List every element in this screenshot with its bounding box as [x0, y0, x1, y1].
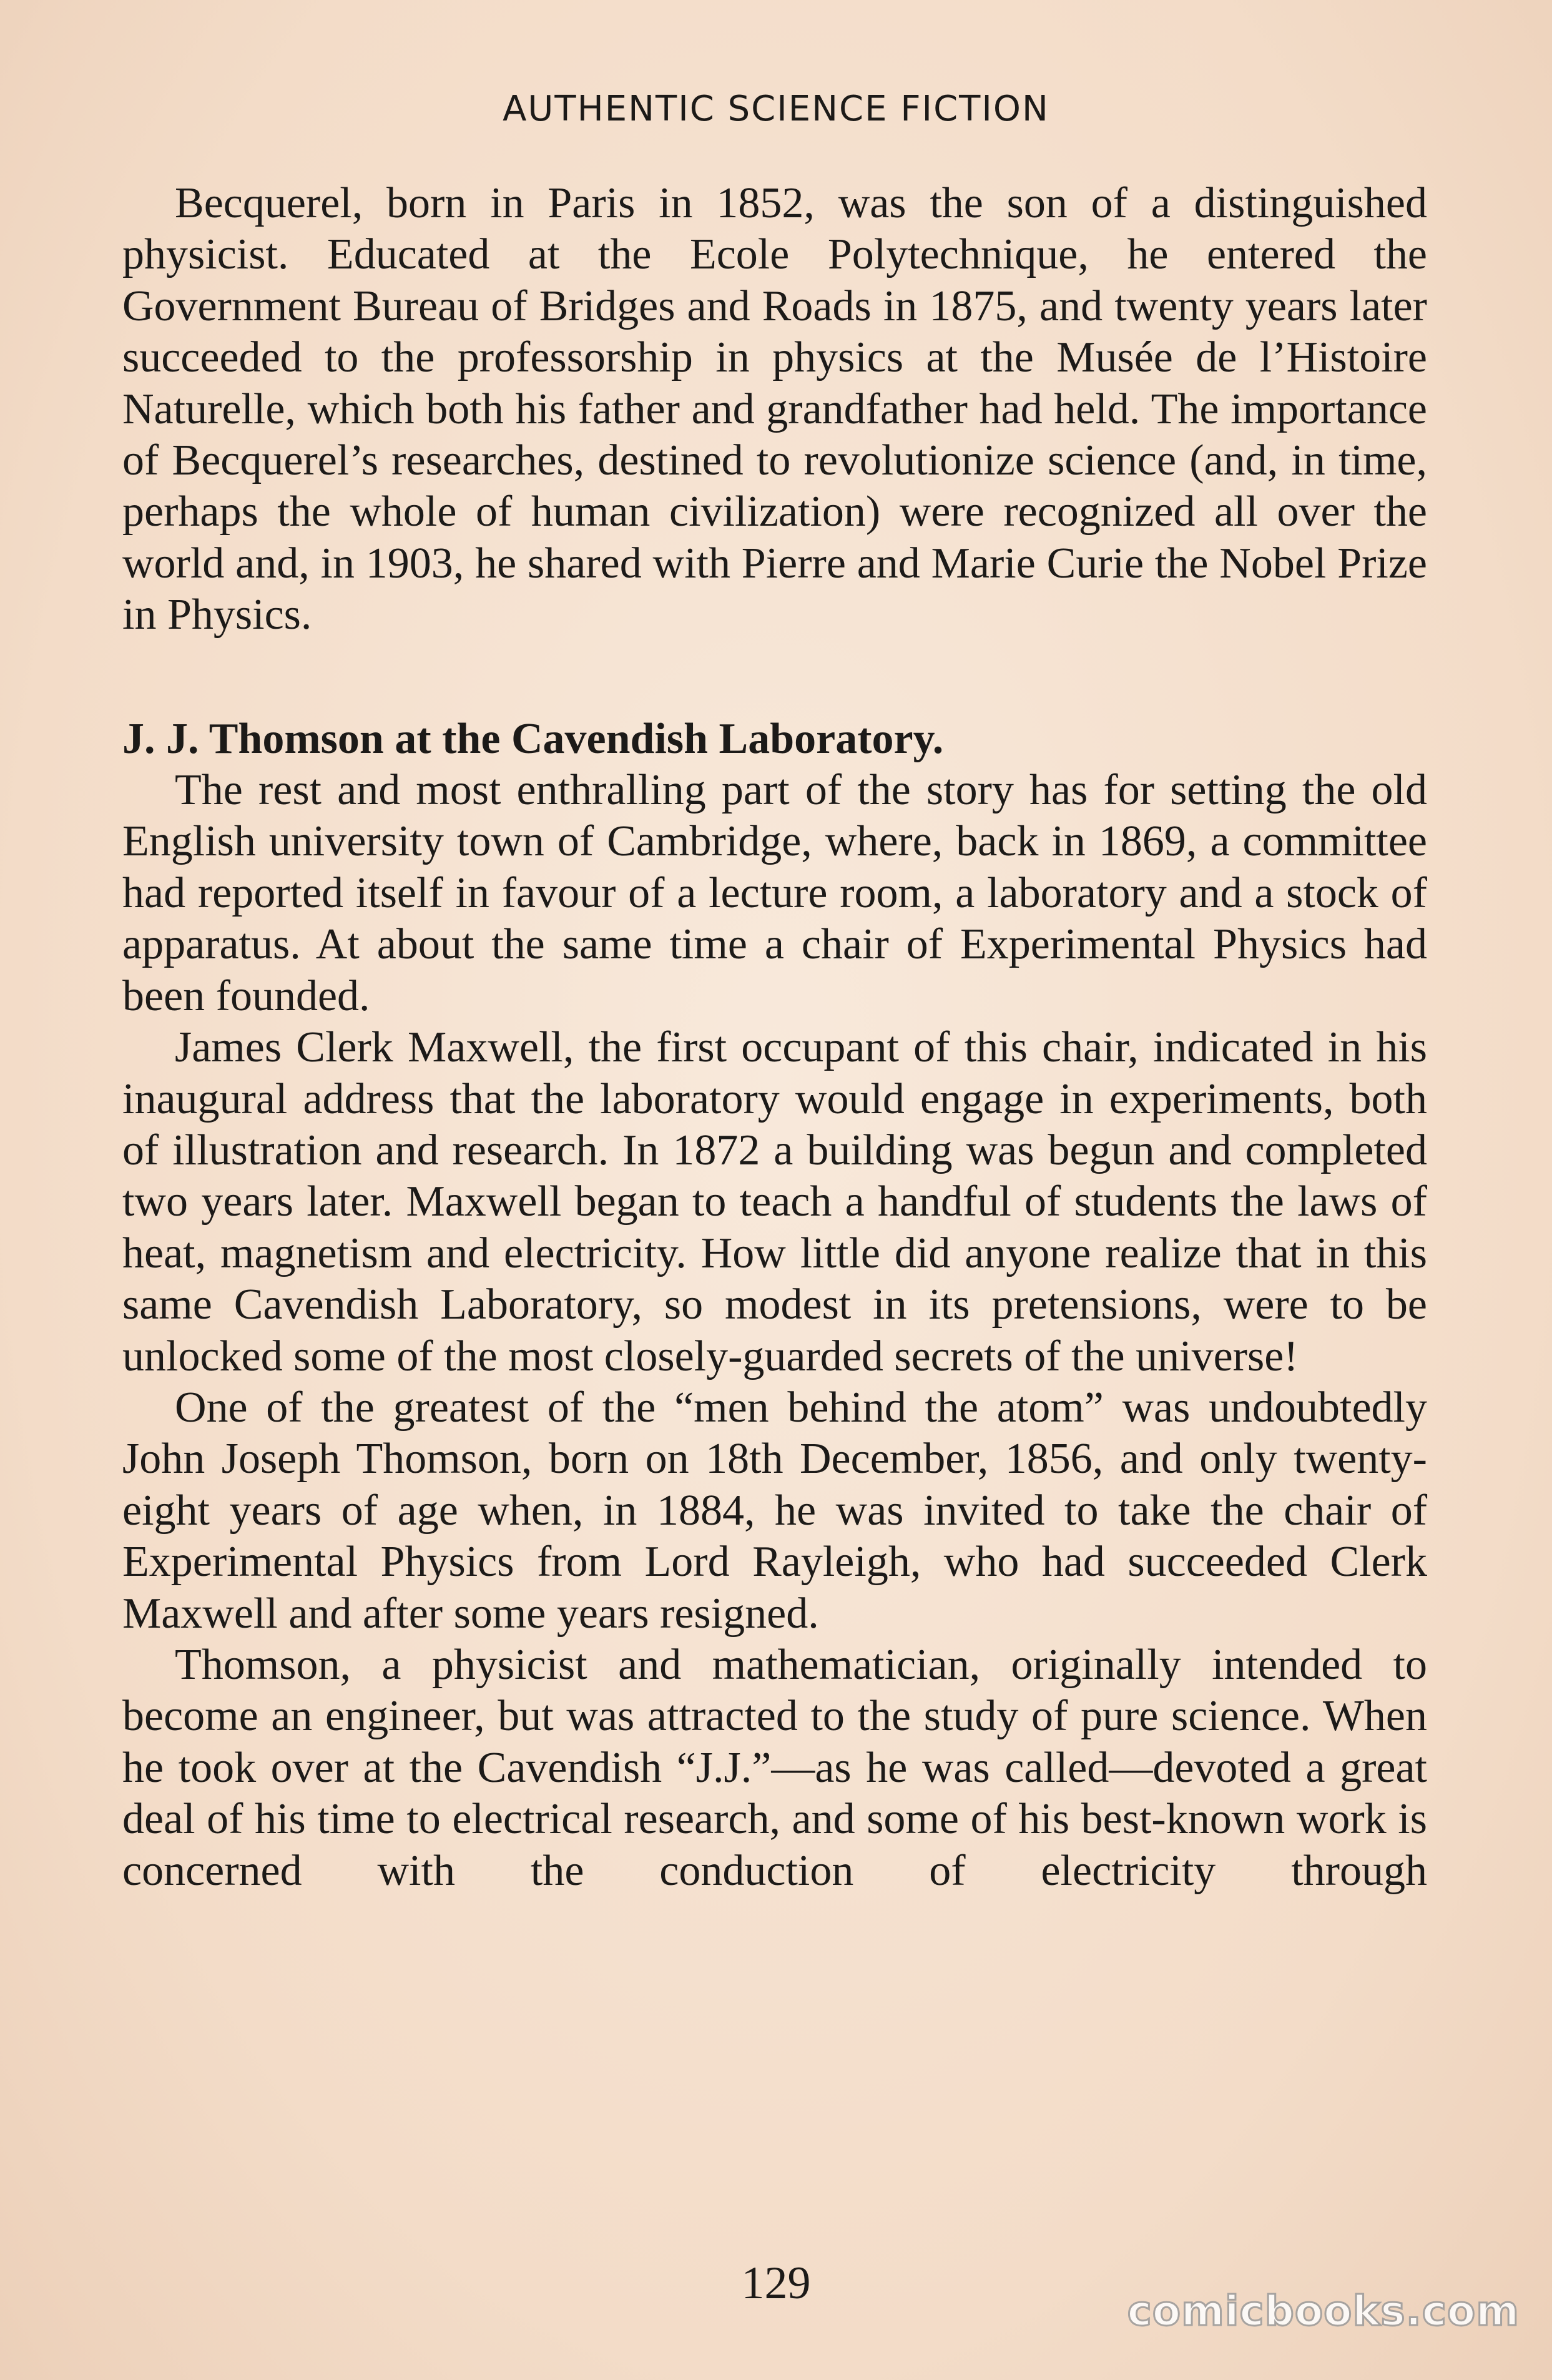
- section-heading: J. J. Thomson at the Cavendish Laboratory.: [122, 714, 944, 763]
- watermark-logo: comicbooks.com: [1127, 2287, 1520, 2335]
- paragraph-becquerel: Becquerel, born in Paris in 1852, was the son of a distinguished physicist. Educated at the Ecole Polytechnique, he entered the Government Bureau of Bridges and Roads in 1875, and twenty years later succeeded to the professorship in physics at the Musée de l’Histoire Naturelle, which both his father and grandfather had held. The importance of Becquerel’s researches, destined to revolutionize science (and, in time, perhaps the whole of human civilization) were recognized all over the world and, in 1903, he shared with Pierre and Marie Curie the Nobel Prize in Physics.: [122, 179, 1427, 639]
- paragraph-thomson-intro: One of the greatest of the “men behind the atom” was undoubtedly John Joseph Thomson, born on 18th December, 1856, and only twenty-eight years of age when, in 1884, he was invited to take the chair of Experimental Physics from Lord Rayleigh, who had succeeded Clerk Maxwell and after some years resigned.: [122, 1383, 1427, 1638]
- paragraph-cambridge: The rest and most enthralling part of the story has for setting the old English university town of Cambridge, where, back in 1869, a committee had reported itself in favour of a lecture room, a laboratory and a stock of apparatus. At about the same time a chair of Experimental Physics had been founded.: [122, 766, 1427, 1020]
- paragraph-thomson-research: Thomson, a physicist and mathematician, originally intended to become an engineer, but was attracted to the study of pure science. When he took over at the Cavendish “J.J.”—as he was called—devoted a great deal of his time to electrical research, and some of his best-known work is concerned with the conduction of electricity through: [122, 1640, 1427, 1895]
- page-number: 129: [741, 2258, 811, 2309]
- running-head: AUTHENTIC SCIENCE FICTION: [503, 89, 1049, 129]
- body-text: [122, 178, 1427, 1897]
- paragraph-maxwell: James Clerk Maxwell, the first occupant of this chair, indicated in his inaugural address that the laboratory would engage in experiments, both of illustration and research. In 1872 a building was begun and completed two years later. Maxwell began to teach a handful of students the laws of heat, magnetism and electricity. How little did anyone realize that in this same Cavendish Laboratory, so modest in its pretensions, were to be unlocked some of the most closely-guarded secrets of the universe!: [122, 1023, 1427, 1380]
